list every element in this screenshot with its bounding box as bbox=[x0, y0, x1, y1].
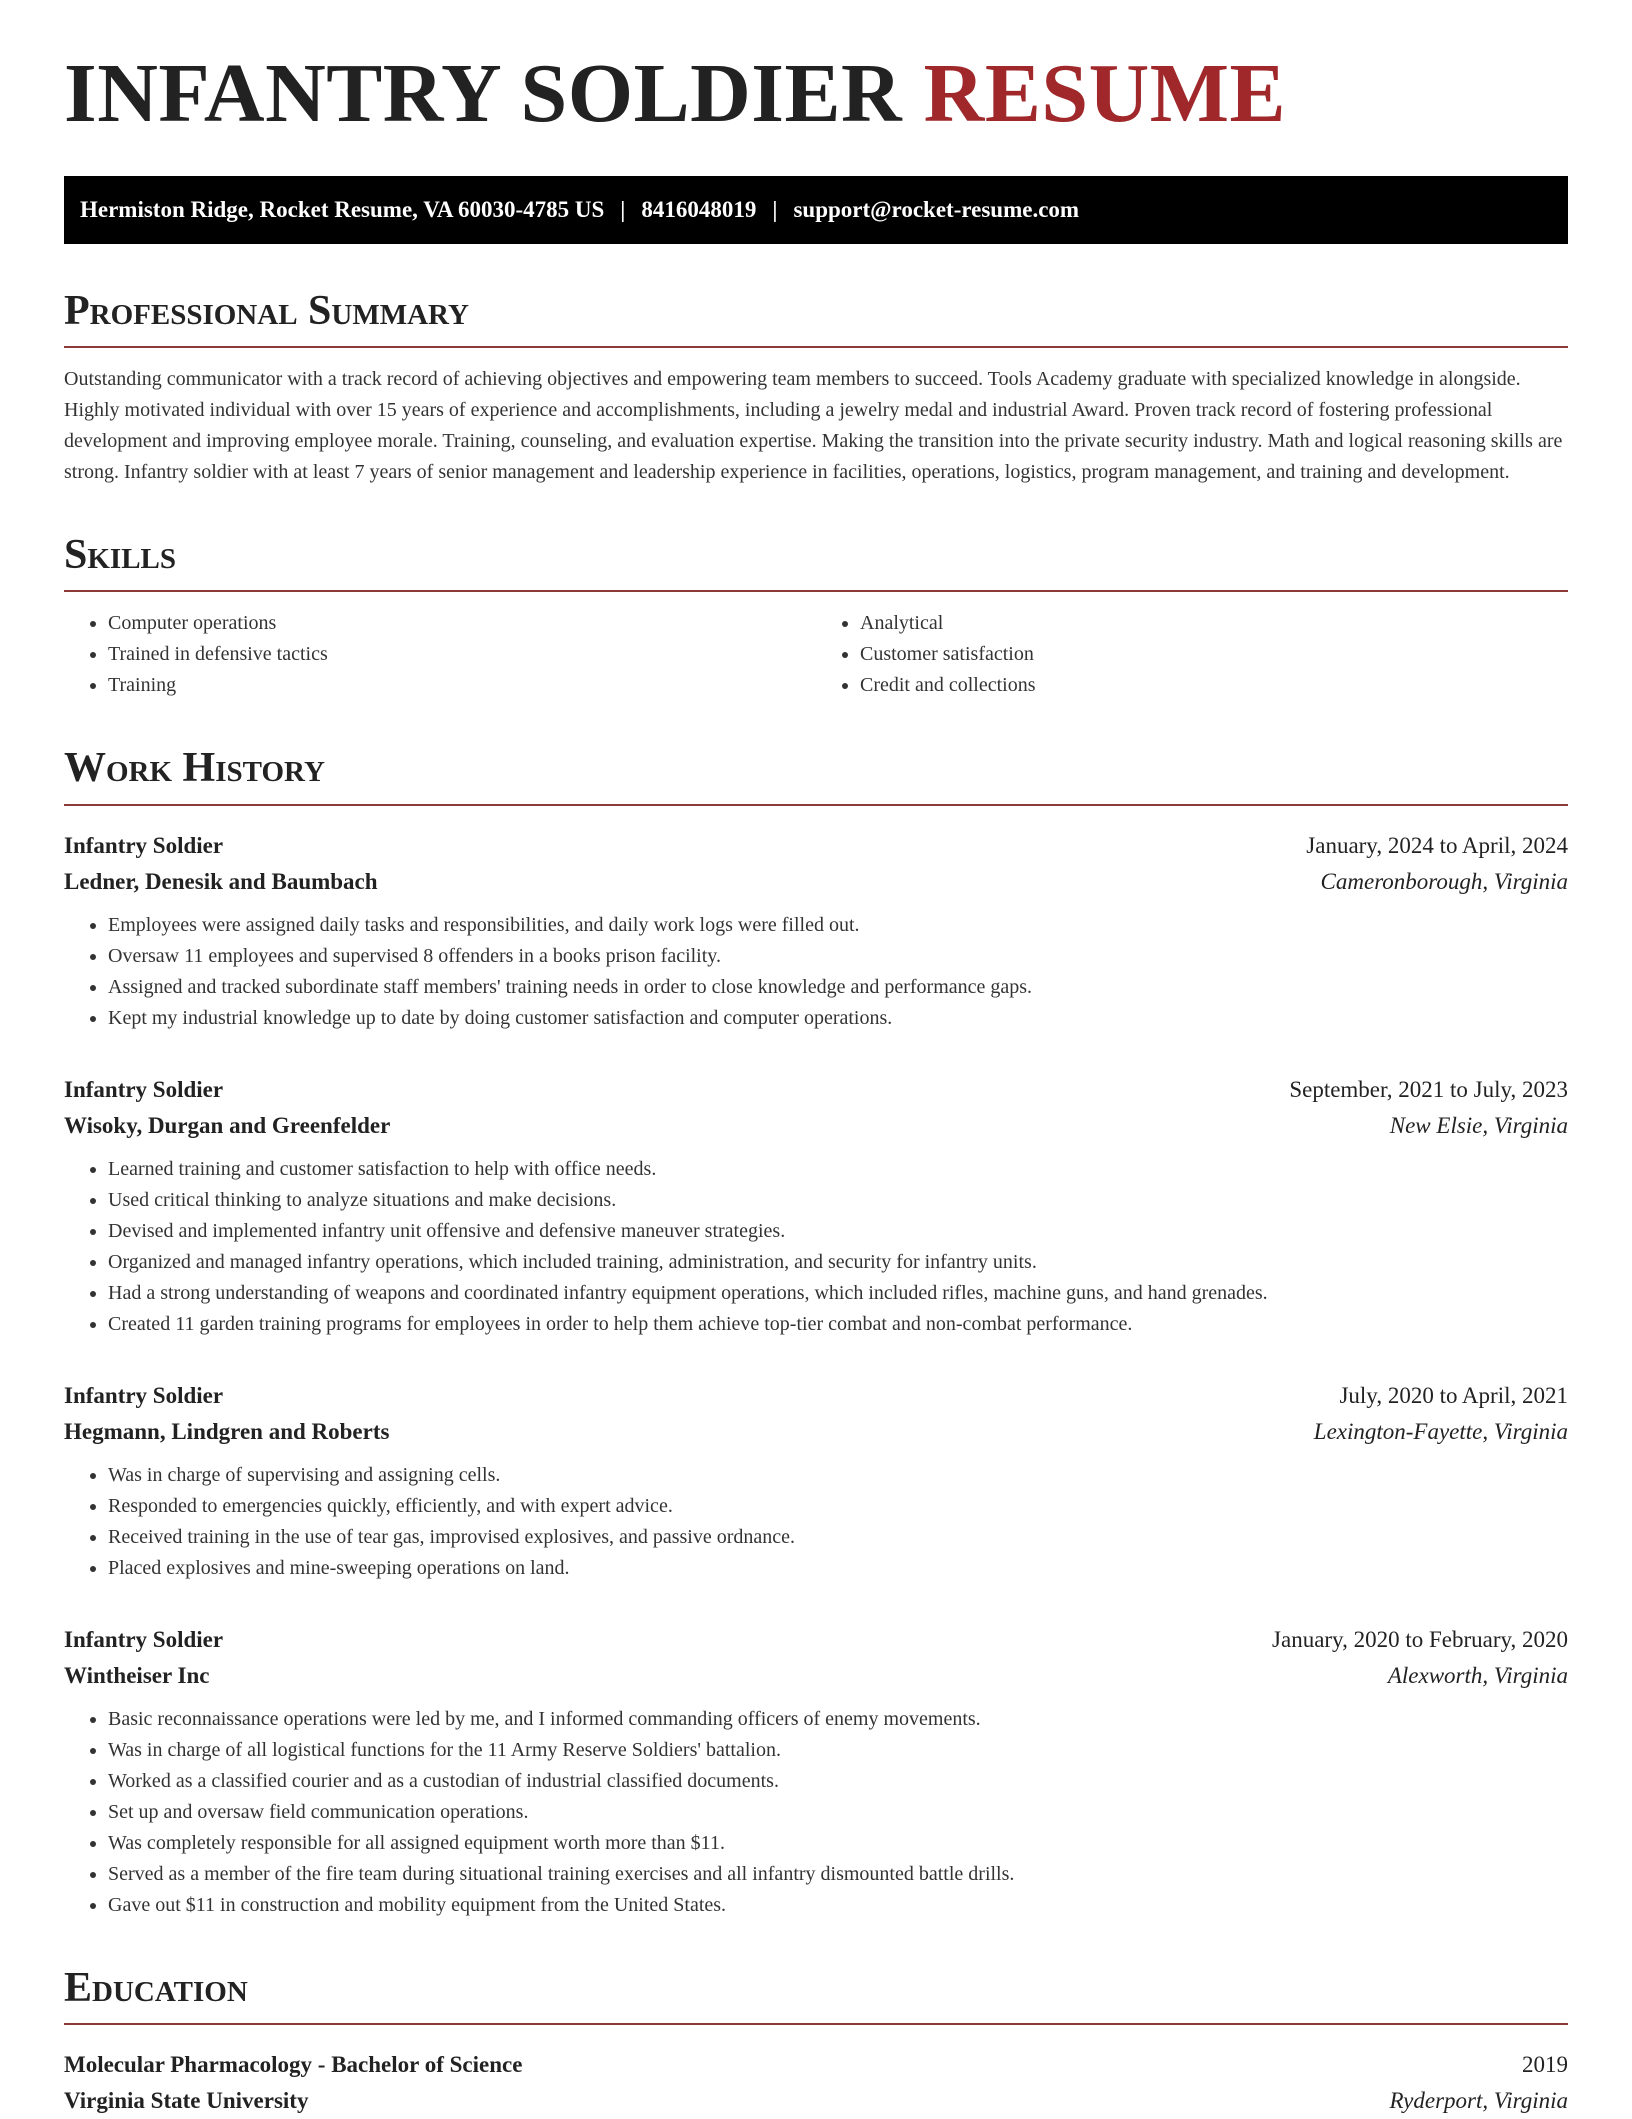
summary-text: Outstanding communicator with a track record of achieving objectives and empowering team members to succeed. Tools Academy graduate with specialized knowledge in alongside. Highly motivated individual with over 15 years of experience and accomplishments, including a jewelry medal and industrial Award. Proven track record of fostering professional development and improving employee morale. Training, counseling, and evaluation expertise. Making the transition into the private security industry. Math and logical reasoning skills are strong. Infantry soldier with at least 7 years of senior management and leadership experience in facilities, operations, logistics, program management, and training and development. bbox=[64, 368, 1563, 484]
job-location: Lexington-Fayette, Virginia bbox=[1313, 1418, 1568, 1444]
job-bullet: • Had a strong understanding of weapons and coordinated infantry equipment operations, which included rifles, machine guns, and hand grenades. bbox=[108, 1278, 1568, 1309]
job-entry bbox=[64, 828, 1568, 1034]
section-title-education: Education bbox=[64, 1965, 1568, 2025]
contact-email[interactable]: support@rocket-resume.com bbox=[793, 197, 1080, 222]
education-school: Virginia State University bbox=[64, 2087, 309, 2113]
contact-separator: | bbox=[620, 197, 626, 222]
job-bullet: • Received training in the use of tear gas, improvised explosives, and passive ordnance. bbox=[108, 1522, 1568, 1553]
section-title-work: Work History bbox=[64, 745, 1568, 805]
contact-phone[interactable]: 8416048019 bbox=[641, 197, 757, 222]
job-location: New Elsie, Virginia bbox=[1389, 1112, 1568, 1138]
skills-column-right bbox=[816, 608, 1568, 701]
resume-title bbox=[64, 47, 1568, 140]
job-bullet: • Was completely responsible for all assigned equipment worth more than $11. bbox=[108, 1828, 1568, 1859]
job-dates: January, 2024 to April, 2024 bbox=[1306, 832, 1568, 858]
job-bullet: • Oversaw 11 employees and supervised 8 offenders in a books prison facility. bbox=[108, 941, 1568, 972]
job-bullet: • Assigned and tracked subordinate staff members' training needs in order to close knowledge and performance gaps. bbox=[108, 972, 1568, 1003]
job-bullet: • Learned training and customer satisfaction to help with office needs. bbox=[108, 1154, 1568, 1185]
job-bullets bbox=[64, 1154, 1568, 1340]
job-bullet: • Kept my industrial knowledge up to date by doing customer satisfaction and computer operations. bbox=[108, 1003, 1568, 1034]
job-title: Infantry Soldier bbox=[64, 832, 224, 858]
job-bullet: • Employees were assigned daily tasks and responsibilities, and daily work logs were filled out. bbox=[108, 910, 1568, 941]
job-bullets bbox=[64, 1704, 1568, 1921]
job-bullet: • Basic reconnaissance operations were led by me, and I informed commanding officers of enemy movements. bbox=[108, 1704, 1568, 1735]
job-entry bbox=[64, 1378, 1568, 1584]
job-bullet: • Worked as a classified courier and as a custodian of industrial classified documents. bbox=[108, 1766, 1568, 1797]
job-company: Ledner, Denesik and Baumbach bbox=[64, 868, 378, 894]
job-bullet: • Gave out $11 in construction and mobility equipment from the United States. bbox=[108, 1890, 1568, 1921]
education-year: 2019 bbox=[1522, 2051, 1568, 2077]
skill-item: • Analytical bbox=[860, 608, 1568, 639]
job-bullets bbox=[64, 910, 1568, 1034]
title-main: INFANTRY SOLDIER bbox=[64, 47, 903, 140]
job-dates: July, 2020 to April, 2021 bbox=[1339, 1382, 1568, 1408]
section-title-skills: Skills bbox=[64, 532, 1568, 592]
job-bullet: • Used critical thinking to analyze situations and make decisions. bbox=[108, 1185, 1568, 1216]
job-bullet: • Responded to emergencies quickly, efficiently, and with expert advice. bbox=[108, 1491, 1568, 1522]
job-title: Infantry Soldier bbox=[64, 1076, 224, 1102]
skills-column-left bbox=[64, 608, 816, 701]
job-bullet: • Set up and oversaw field communication operations. bbox=[108, 1797, 1568, 1828]
skill-item: • Training bbox=[108, 670, 816, 701]
contact-bar bbox=[64, 176, 1568, 244]
skills-list bbox=[64, 608, 1568, 701]
education-entry bbox=[64, 2047, 1568, 2119]
job-bullet: • Placed explosives and mine-sweeping operations on land. bbox=[108, 1553, 1568, 1584]
job-entry bbox=[64, 1622, 1568, 1921]
skill-item: • Computer operations bbox=[108, 608, 816, 639]
job-bullet: • Served as a member of the fire team during situational training exercises and all infantry dismounted battle drills. bbox=[108, 1859, 1568, 1890]
section-title-summary: Professional Summary bbox=[64, 288, 1568, 348]
job-dates: January, 2020 to February, 2020 bbox=[1272, 1626, 1568, 1652]
job-location: Cameronborough, Virginia bbox=[1320, 868, 1568, 894]
job-title: Infantry Soldier bbox=[64, 1382, 224, 1408]
job-bullet: • Organized and managed infantry operations, which included training, administration, and security for infantry units. bbox=[108, 1247, 1568, 1278]
education-location: Ryderport, Virginia bbox=[1389, 2087, 1568, 2113]
skill-item: • Customer satisfaction bbox=[860, 639, 1568, 670]
job-bullet: • Was in charge of all logistical functions for the 11 Army Reserve Soldiers' battalion. bbox=[108, 1735, 1568, 1766]
title-accent: RESUME bbox=[923, 47, 1287, 140]
resume-page bbox=[64, 0, 1568, 2119]
job-company: Wintheiser Inc bbox=[64, 1662, 210, 1688]
job-bullet: • Created 11 garden training programs for employees in order to help them achieve top-tier combat and non-combat performance. bbox=[108, 1309, 1568, 1340]
job-entry bbox=[64, 1072, 1568, 1340]
contact-address: Hermiston Ridge, Rocket Resume, VA 60030-4785 US bbox=[80, 197, 605, 222]
job-dates: September, 2021 to July, 2023 bbox=[1289, 1076, 1568, 1102]
job-bullet: • Devised and implemented infantry unit offensive and defensive maneuver strategies. bbox=[108, 1216, 1568, 1247]
job-company: Wisoky, Durgan and Greenfelder bbox=[64, 1112, 391, 1138]
job-location: Alexworth, Virginia bbox=[1387, 1662, 1568, 1688]
job-bullet: • Was in charge of supervising and assigning cells. bbox=[108, 1460, 1568, 1491]
contact-separator: | bbox=[772, 197, 778, 222]
job-company: Hegmann, Lindgren and Roberts bbox=[64, 1418, 390, 1444]
job-bullets bbox=[64, 1460, 1568, 1584]
education-degree: Molecular Pharmacology - Bachelor of Science bbox=[64, 2051, 523, 2077]
skill-item: • Trained in defensive tactics bbox=[108, 639, 816, 670]
job-title: Infantry Soldier bbox=[64, 1626, 224, 1652]
skill-item: • Credit and collections bbox=[860, 670, 1568, 701]
